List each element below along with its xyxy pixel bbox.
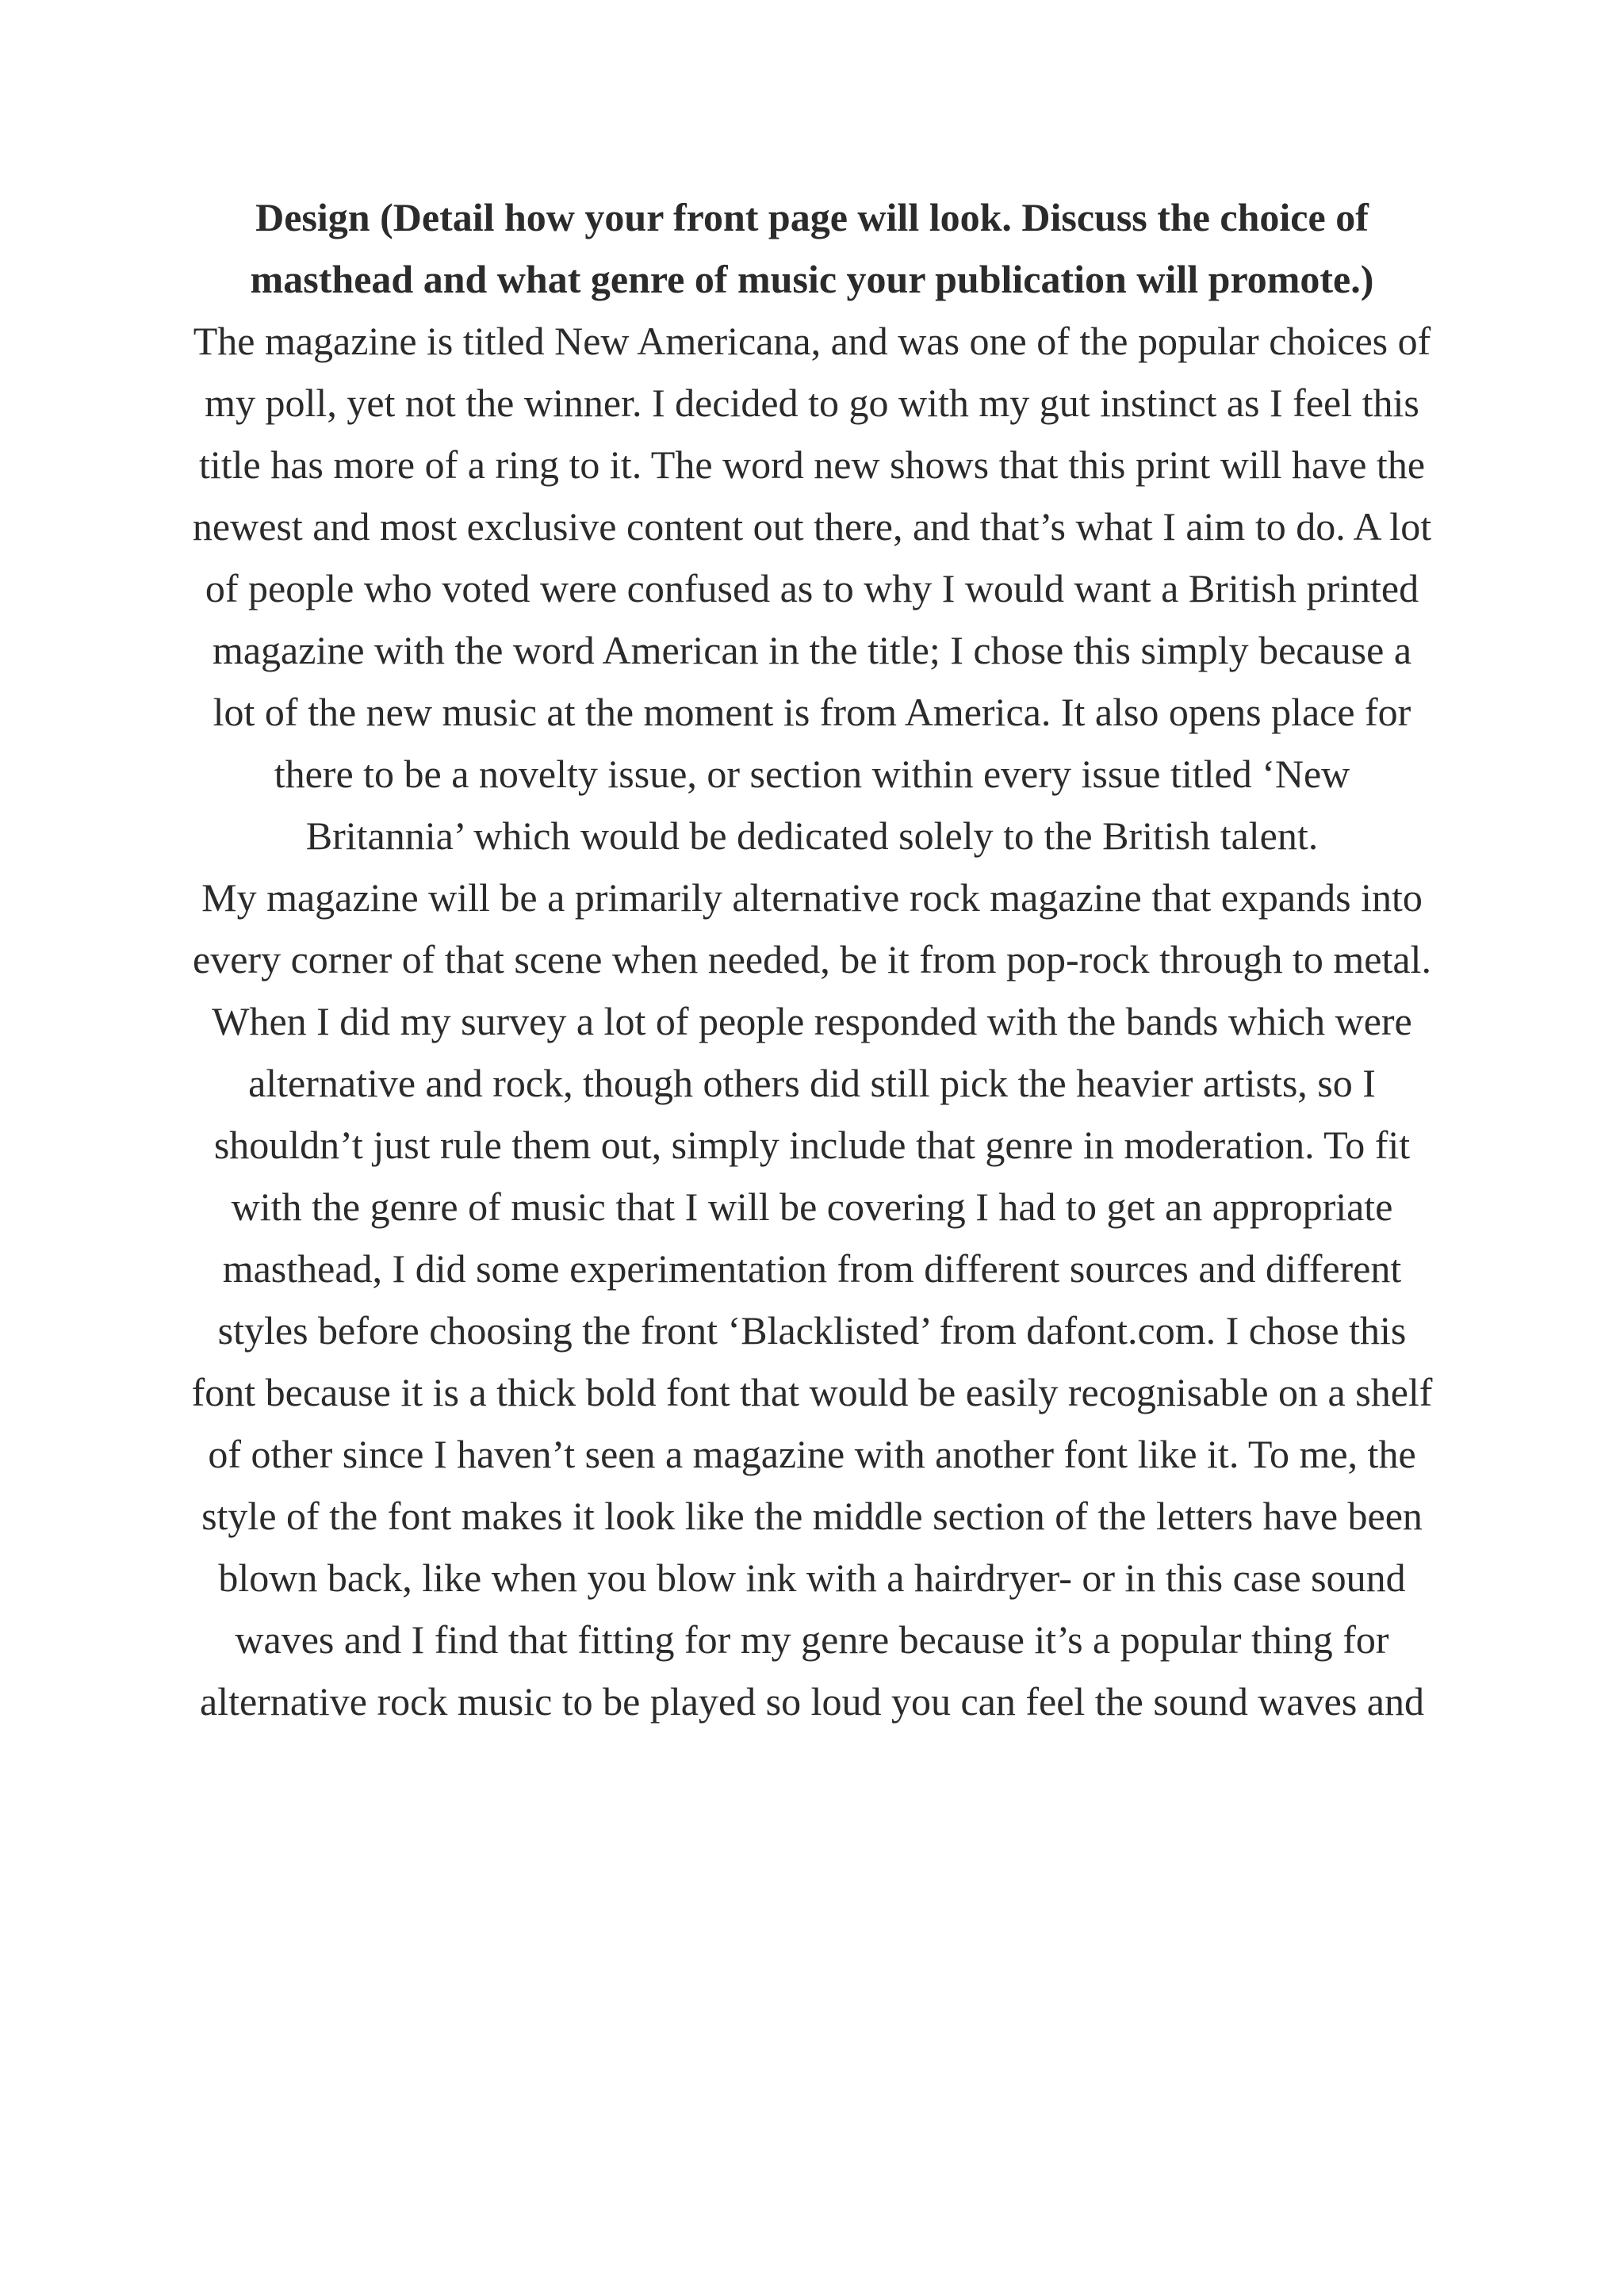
paragraph-masthead-title: The magazine is titled New Americana, and was one of the popular choices of my poll, yet not the winner. I decided to go with my gut instinct as I feel this title has more of a ring to it. The word new shows that this print will have the newest and most exclusive content out there, and that’s what I aim to do. A lot of people who voted were confused as to why I would want a British printed magazine with the word American in the title; I chose this simply because a lot of the new music at the moment is from America. It also opens place for there to be a novelty issue, or section within every issue titled ‘New Britannia’ which would be dedicated solely to the British talent. xyxy=(192,319,1432,858)
paragraph-genre-and-font: My magazine will be a primarily alternative rock magazine that expands into every corner of that scene when needed, be it from pop-rock through to metal. When I did my survey a lot of people responded with the bands which were alternative and rock, though others did still pick the heavier artists, so I shouldn’t just rule them out, simply include that genre in moderation. To fit with the genre of music that I will be covering I had to get an appropriate masthead, I did some experimentation from different sources and different styles before choosing the front ‘Blacklisted’ from dafont.com. I chose this font because it is a thick bold font that would be easily recognisable on a shelf of other since I haven’t seen a magazine with another font like it. To me, the style of the font makes it look like the middle section of the letters have been blown back, like when you blow ink with a hairdryer- or in this case sound waves and I find that fitting for my genre because it’s a popular thing for alternative rock music to be played so loud you can feel the sound waves and xyxy=(191,875,1433,1724)
document-body xyxy=(190,186,1434,1732)
section-heading: Design (Detail how your front page will look. Discuss the choice of masthead and what genre of music your publication will promote.) xyxy=(250,195,1374,301)
